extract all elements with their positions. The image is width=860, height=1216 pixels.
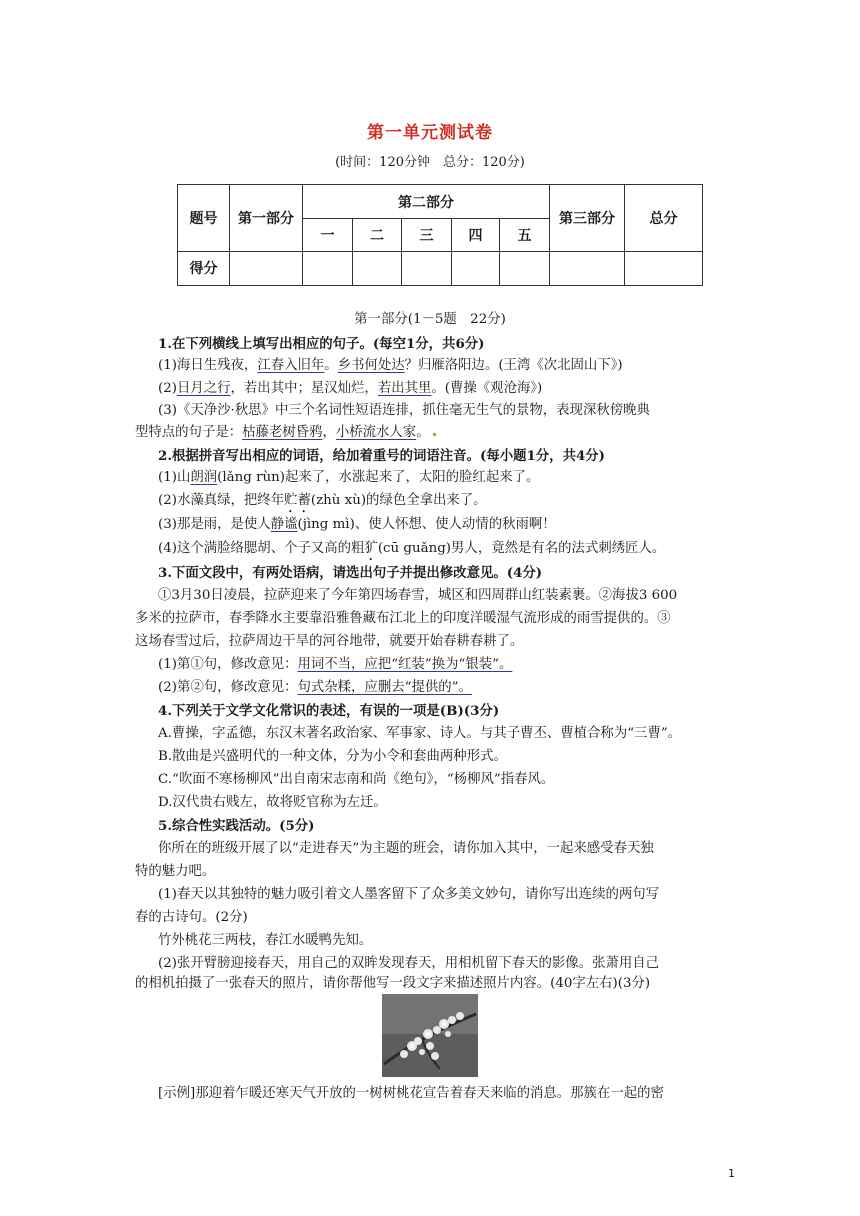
answer-blank: 若出其里 <box>377 381 432 396</box>
q5-sub2-2: 的相机拍摄了一张春天的照片，请你帮他写一段文字来描述照片内容。(40字左右)(3分) <box>135 976 651 991</box>
score-cell[interactable] <box>500 251 550 285</box>
score-cell[interactable] <box>353 251 402 285</box>
q4-option-b: B.散曲是兴盛明代的一种文体，分为小令和套曲两种形式。 <box>158 749 507 764</box>
header-sub-4: 四 <box>452 219 500 251</box>
header-sub-5: 五 <box>500 219 550 251</box>
q3-passage-3: 这场春雪过后，拉萨周边干旱的河谷地带，就要开始春耕春耕了。 <box>135 634 524 649</box>
q2-stem: 2.根据拼音写出相应的词语，给加着重号的词语注音。(每小题1分，共4分) <box>158 448 606 464</box>
q3-answer-2: (2)第②句，修改意见：句式杂糅，应删去“提供的”。 <box>158 680 472 695</box>
emphasis-word: 贮蓄 <box>284 493 311 508</box>
score-cell[interactable] <box>452 251 500 285</box>
q4-option-c: C.“吹面不寒杨柳风”出自南宋志南和尚《绝句》，“杨柳风”指春风。 <box>158 772 555 787</box>
q5-example-answer: [示例]那迎着乍暖还寒天气开放的一树树桃花宣告着春天来临的消息。那簇在一起的密 <box>158 1086 664 1101</box>
score-cell[interactable] <box>303 251 353 285</box>
score-cell[interactable] <box>625 251 703 285</box>
header-part1: 第一部分 <box>230 185 303 252</box>
header-total: 总分 <box>625 185 703 252</box>
q1-line3: (3)《天净沙·秋思》中三个名词性短语连排，抓住毫无生气的景物，表现深秋傍晚典 <box>158 403 650 418</box>
q5-sub1-answer: 竹外桃花三两枝，春江水暖鸭先知。 <box>158 933 373 948</box>
q2-item1: (1)山朗润(lǎng rùn)起来了，水涨起来了，太阳的脸红起来了。 <box>158 470 540 485</box>
header-sub-1: 一 <box>303 219 353 251</box>
answer-word: 朗润 <box>190 470 218 485</box>
answer-blank: 乡书何处达 <box>337 358 405 373</box>
part1-heading: 第一部分(1－5题 22分) <box>354 312 506 327</box>
page-title: 第一单元测试卷 <box>367 123 493 143</box>
q3-passage-1: ①3月30日凌晨，拉萨迎来了今年第四场春雪，城区和四周群山红装素裹。②海拔3 600 <box>158 588 678 603</box>
q3-passage-2: 多米的拉萨市，春季降水主要靠沿雅鲁藏布江北上的印度洋暖湿气流形成的雨雪提供的。③ <box>135 611 671 626</box>
answer-blank: 日月之行 <box>176 381 231 396</box>
q1-line4: 型特点的句子是：枯藤老树昏鸦，小桥流水人家。 <box>135 424 436 442</box>
q4-stem: 4.下列关于文学文化常识的表述，有误的一项是(B)(3分) <box>158 703 500 719</box>
q1-line1: (1)海日生残夜，江春入旧年。乡书何处达？归雁洛阳边。(王湾《次北固山下》) <box>158 358 623 373</box>
q3-stem: 3.下面文段中，有两处语病，请选出句子并提出修改意见。(4分) <box>158 565 543 581</box>
q5-sub1-1: (1)春天以其独特的魅力吸引着文人墨客留下了众多美文妙句，请你写出连续的两句写 <box>158 887 660 902</box>
page-number: 1 <box>728 1167 735 1180</box>
peach-blossom-photo <box>382 994 478 1077</box>
q5-sub2-1: (2)张开臂膀迎接春天，用自己的双眸发现春天，用相机留下春天的影像。张萧用自己 <box>158 956 660 971</box>
green-mark <box>433 433 436 436</box>
score-cell[interactable] <box>402 251 452 285</box>
emphasis-word: 犷 <box>364 541 378 556</box>
header-part3: 第三部分 <box>550 185 625 252</box>
q4-option-a: A.曹操，字孟德，东汉末著名政治家、军事家、诗人。与其子曹丕、曹植合称为“三曹”。 <box>158 726 682 741</box>
q2-item2: (2)水藻真绿，把终年贮蓄(zhù xù)的绿色全拿出来了。 <box>158 493 487 508</box>
answer-blank: 枯藤老树昏鸦 <box>242 425 323 440</box>
q2-item3: (3)那是雨，是使人静谧(jìng mì)、使人怀想、使人动情的秋雨啊！ <box>158 517 556 532</box>
answer-blank: 江春入旧年 <box>257 358 325 373</box>
q3-answer-1: (1)第①句，修改意见：用词不当，应把“红装”换为“银装”。 <box>158 657 513 672</box>
header-part2: 第二部分 <box>303 185 550 219</box>
q5-stem: 5.综合性实践活动。(5分) <box>158 818 315 834</box>
score-table <box>177 184 703 286</box>
answer-text: 句式杂糅，应删去“提供的”。 <box>297 680 472 695</box>
q4-option-d: D.汉代贵右贱左，故将贬官称为左迁。 <box>158 795 387 810</box>
header-sub-2: 二 <box>353 219 402 251</box>
row-score-label: 得分 <box>178 251 230 285</box>
q2-item4: (4)这个满脸络腮胡、个子又高的粗犷(cū guǎng)男人，竟然是有名的法式刺绣匠人。 <box>158 541 666 556</box>
answer-text: 用词不当，应把“红装”换为“银装”。 <box>297 657 513 672</box>
q5-sub1-2: 春的古诗句。(2分) <box>135 910 248 925</box>
q5-intro-2: 特的魅力吧。 <box>135 864 216 879</box>
header-sub-3: 三 <box>402 219 452 251</box>
q1-line2: (2)日月之行，若出其中；星汉灿烂，若出其里。(曹操《观沧海》) <box>158 381 543 396</box>
header-tihao: 题号 <box>178 185 230 252</box>
q1-stem: 1.在下列横线上填写出相应的句子。(每空1分，共6分) <box>158 336 485 352</box>
score-cell[interactable] <box>230 251 303 285</box>
answer-blank: 小桥流水人家 <box>335 425 417 440</box>
score-cell[interactable] <box>550 251 625 285</box>
q5-intro-1: 你所在的班级开展了以“走进春天”为主题的班会，请你加入其中，一起来感受春天独 <box>158 841 654 856</box>
exam-info: (时间：120分钟 总分：120分) <box>335 155 525 170</box>
answer-word: 静谧 <box>270 517 298 532</box>
